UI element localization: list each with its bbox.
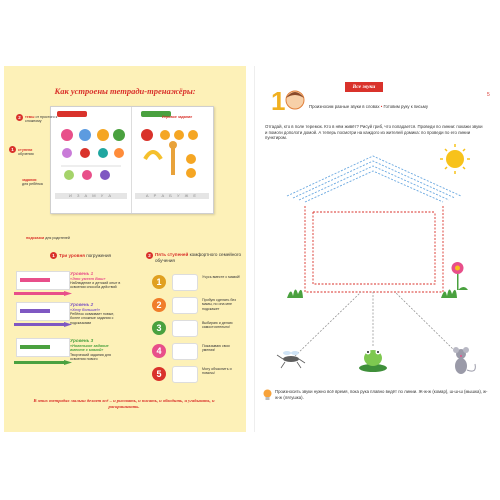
mini-flower-icon [61, 129, 73, 141]
steps-title: Пять ступеней комфортного семейного обучения [155, 252, 242, 263]
mini-owl-icon [82, 170, 92, 180]
roof-trace-lines [287, 156, 461, 202]
step-illustration [172, 297, 198, 314]
mini-apple-icon [97, 129, 109, 141]
mosquito-icon [277, 351, 305, 368]
steps-badge: 2 [146, 252, 153, 259]
levels-title: Три уровня погружения [59, 253, 112, 258]
mouse-icon [453, 347, 475, 374]
callout-num-1: 2 [16, 114, 23, 121]
mini-face-icon [174, 130, 184, 140]
levels-badge: 1 [50, 252, 57, 259]
mini-shell-icon [62, 148, 72, 158]
callout-hints: подсказки для родителей [26, 236, 70, 240]
topic-badge: Все звуки [345, 82, 383, 92]
left-page-footer: В этих тетрадях малыш делает всё – и рисовать, и писать, и обводить, и угадывать, и раскрашивать. [33, 398, 215, 409]
sample-workbook [50, 106, 214, 214]
callout-game-task: Игровое задание [162, 115, 193, 119]
task-instruction: Отгадай, кто в поле теремок. Кто в нём живёт? Рисуй гриб, что попадается. Проведи по линии: покажи звуки и помоги доползти домой. А теперь посмотри на каждого из жителей домика: по проведи по его линии пунктиром. [265, 124, 483, 141]
animal-paths [295, 292, 460, 356]
mini-face-icon [188, 130, 198, 140]
lesson-number: 1 [271, 86, 286, 116]
step-text: Пробую сделать без мамы, но она мне подскажет [202, 298, 236, 311]
step-number: 1 [152, 275, 166, 289]
step-text: Могу объяснить и помочь! [202, 367, 232, 376]
callout-num-steps: 1 [9, 146, 16, 153]
mini-rule [61, 165, 121, 167]
step-illustration [172, 274, 198, 291]
mini-bug-icon [80, 148, 90, 158]
level-2-arrow [14, 322, 72, 327]
mini-watermelon-icon [141, 129, 153, 141]
sun-icon [440, 144, 470, 174]
step-illustration [172, 320, 198, 337]
level-3-text: Уровень 3 «Новенькое задание вместе с мамой» Творческий задания для освоения нового [70, 338, 111, 361]
step-number: 3 [152, 321, 166, 335]
level-1-arrow [14, 291, 72, 296]
lightbulb-icon [263, 389, 272, 402]
step-text: Показываю свои умения! [202, 344, 230, 353]
callout-tasks: задания для ребёнка [22, 178, 43, 187]
left-page [4, 66, 246, 432]
lesson-subtitle: Произносим разные звуки в словах • Готовим руку к письму [309, 104, 429, 109]
step-row-4 [152, 342, 242, 360]
mini-cat-icon [114, 148, 124, 158]
mini-face-icon [186, 168, 196, 178]
mini-banana-icon [145, 152, 161, 159]
step-row-5 [152, 365, 242, 383]
step-row-3 [152, 319, 242, 337]
level-2-text: Уровень 2 «Хочу больше!» Ребёнок осваивает новые, более сложные задания с подсказками [70, 302, 115, 325]
step-text: Учусь вместе с мамой! [202, 275, 241, 279]
level-card-1 [16, 271, 70, 290]
step-text: Выбираю и делаю самостоятельно! [202, 321, 233, 330]
mini-face-icon [186, 154, 196, 164]
right-page-footer: Произносить звуки нужно всё время, пока рука плавно ведёт по линии. Ж-ж-ж (комар), ш-ш-ш (мышка), ж-ж-ж (лягушка). [275, 389, 488, 400]
sample-left-illustrations [55, 119, 129, 189]
mini-giraffe-icon [171, 147, 175, 175]
step-number: 4 [152, 344, 166, 358]
step-number: 2 [152, 298, 166, 312]
mini-snail-icon [64, 170, 74, 180]
mini-bird-icon [79, 129, 91, 141]
step-illustration [172, 343, 198, 360]
level-card-3 [16, 338, 70, 357]
mini-leaf-icon [113, 129, 125, 141]
level-3-arrow [14, 360, 72, 365]
step-number: 5 [152, 367, 166, 381]
step-illustration [172, 366, 198, 383]
frog-icon [359, 350, 387, 373]
mini-grape-icon [100, 170, 110, 180]
house-walls [305, 206, 443, 292]
page-number: 5 [487, 92, 490, 98]
mini-fish-icon [98, 148, 108, 158]
grass-left-icon [287, 289, 303, 298]
level-card-2 [16, 302, 70, 321]
letters-strip-left: И З А М У А [55, 193, 127, 199]
mini-face-icon [160, 130, 170, 140]
flower-icon [452, 262, 469, 290]
letters-strip-right: А Р А Б У Ж Е [135, 193, 209, 199]
step-row-1 [152, 273, 242, 291]
right-page [254, 66, 497, 432]
house-tracing-drawing [255, 66, 497, 432]
sample-right-illustrations [135, 119, 209, 189]
left-page-title: Как устроены тетради-тренажёры: [54, 86, 196, 96]
callout-steps: ступени обучения [18, 148, 34, 157]
book-spine [131, 107, 132, 213]
callout-themes: темы от простого к сложному [25, 115, 58, 124]
level-1-text: Уровень 1 «Это умеет Ваш» Наблюдение и детский опыт в освоении способа действий [70, 271, 121, 290]
step-row-2 [152, 296, 242, 314]
